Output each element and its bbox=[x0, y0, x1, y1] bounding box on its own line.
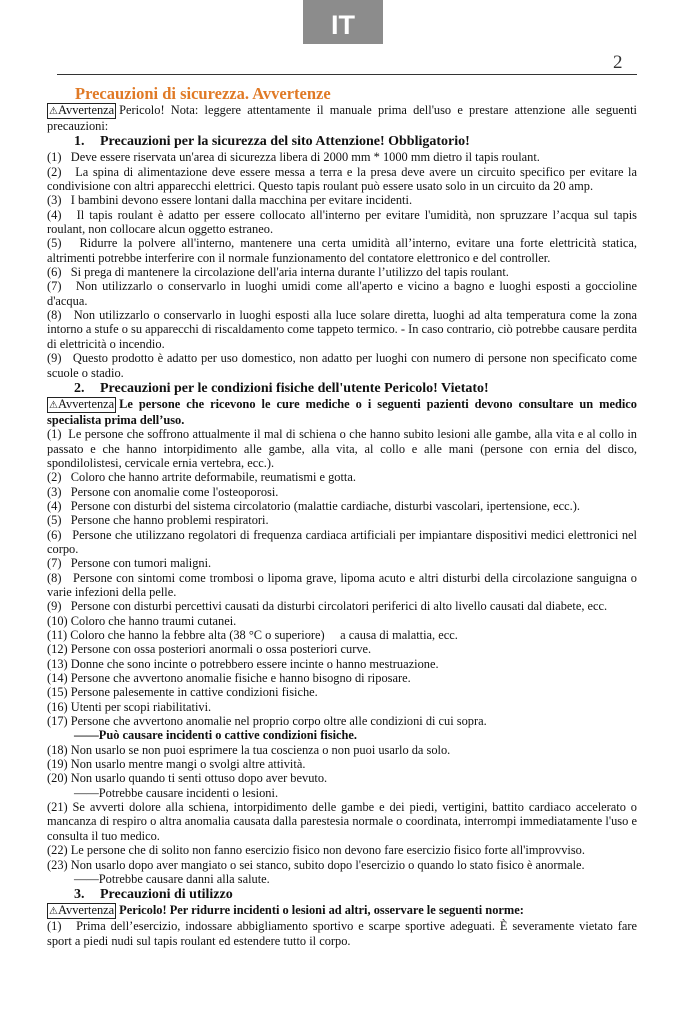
warning-box bbox=[47, 103, 116, 119]
list-item: (4) Il tapis roulant è adatto per essere collocato all'interno per evitare l'umidità, non spruzzare l’acqua sul tapis roulant, non collocare alcun oggetto estraneo. bbox=[47, 207, 637, 237]
list-item: (6) Si prega di mantenere la circolazione dell'aria interna durante l’utilizzo del tapis roulant. bbox=[47, 265, 509, 280]
list-item: (6) Persone che utilizzano regolatori di frequenza cardiaca artificiali per impiantare dispositivi medici elettronici nel corpo. bbox=[47, 527, 637, 556]
list-item: (5) Persone che hanno problemi respiratori. bbox=[47, 513, 269, 528]
warning-triangle-icon: ⚠ bbox=[49, 106, 58, 117]
header-rule bbox=[57, 74, 637, 75]
list-item: (1) Deve essere riservata un'area di sicurezza libera di 2000 mm * 1000 mm dietro il tapis roulant. bbox=[47, 150, 540, 165]
list-item: (8) Non utilizzarlo o conservarlo in luoghi esposti alla luce solare diretta, luoghi ad alta temperatura come la zona intorno a stufe o su apparecchi di riscaldamento come tappeto termico. - In caso contrario, ciò potrebbe causare perdita di elettricità o incendio. bbox=[47, 308, 637, 351]
list-item: (2) La spina di alimentazione deve essere messa a terra e la presa deve avere un circuito specifico per evitare la condivisione con altri apparecchi elettrici. Questo tapis roulant può essere usato solo in un circuito da 20 amp. bbox=[47, 164, 637, 194]
page-title: Precauzioni di sicurezza. Avvertenze bbox=[75, 84, 331, 103]
intro-text: Pericolo! Nota: leggere attentamente il manuale prima dell'uso e prestare attenzione alle seguenti precauzioni: bbox=[47, 103, 637, 133]
warning-text: Pericolo! Per ridurre incidenti o lesioni ad altri, osservare le seguenti norme: bbox=[119, 903, 524, 918]
list-item: (3) Persone con anomalie come l'osteoporosi. bbox=[47, 484, 279, 499]
intro-paragraph bbox=[47, 103, 637, 133]
warning-label: Avvertenza bbox=[57, 903, 115, 918]
section-2-warning bbox=[47, 397, 637, 427]
list-item: (9) Persone con disturbi percettivi causati da disturbi circolatori periferici di alto livello causati dal diabete, ecc. bbox=[47, 599, 608, 614]
list-item: (16) Utenti per scopi riabilitativi. bbox=[47, 699, 212, 714]
list-item: (8) Persone con sintomi come trombosi o lipoma grave, lipoma acuto e altri disturbi della circolazione sanguigna o varie infezioni della pelle. bbox=[47, 570, 637, 599]
warning-box bbox=[47, 903, 116, 919]
section-heading-text: Precauzioni per le condizioni fisiche dell'utente Pericolo! Vietato! bbox=[100, 380, 489, 396]
language-tab: IT bbox=[303, 0, 383, 44]
list-item: (15) Persone palesemente in cattive condizioni fisiche. bbox=[47, 685, 318, 700]
section-number: 3. bbox=[74, 887, 85, 903]
warning-triangle-icon: ⚠ bbox=[49, 906, 58, 918]
consequence-note: ——Potrebbe causare incidenti o lesioni. bbox=[74, 785, 279, 800]
section-heading-text: Precauzioni per la sicurezza del sito Attenzione! Obbligatorio! bbox=[100, 134, 470, 150]
list-item: (13) Donne che sono incinte o potrebbero essere incinte o hanno mestruazione. bbox=[47, 656, 439, 671]
list-item: (7) Persone con tumori maligni. bbox=[47, 556, 212, 571]
list-item: (19) Non usarlo mentre mangi o svolgi altre attività. bbox=[47, 757, 306, 772]
section-2-heading bbox=[74, 381, 637, 397]
warning-box bbox=[47, 397, 116, 413]
list-item: (9) Questo prodotto è adatto per uso domestico, non adatto per luoghi con numero di persone non specificato come scuole o stadio. bbox=[47, 351, 637, 380]
warning-label: Avvertenza bbox=[57, 103, 115, 117]
section-number: 2. bbox=[74, 380, 85, 396]
consequence-note: ——Può causare incidenti o cattive condizioni fisiche. bbox=[74, 728, 358, 743]
list-item: (21) Se avverti dolore alla schiena, intorpidimento delle gambe e dei piedi, vertigini, battito cardiaco accelerato o mancanza di respiro o altra anomalia causata dalla parestesia normale o coordinata, interrompi immediatamente l'uso e consulta il tuo medico. bbox=[47, 800, 637, 843]
list-item: (10) Coloro che hanno traumi cutanei. bbox=[47, 613, 237, 628]
warning-triangle-icon: ⚠ bbox=[49, 399, 58, 411]
list-item: (4) Persone con disturbi del sistema circolatorio (malattie cardiache, disturbi vascolari, ipertensione, ecc.). bbox=[47, 498, 580, 513]
list-item: (12) Persone con ossa posteriori anormali o ossa posteriori curve. bbox=[47, 642, 372, 657]
list-item: (17) Persone che avvertono anomalie nel proprio corpo oltre alle condizioni di cui sopra. bbox=[47, 714, 487, 729]
section-1-heading bbox=[74, 134, 637, 150]
list-item: (18) Non usarlo se non puoi esprimere la tua coscienza o non puoi usarlo da solo. bbox=[47, 742, 451, 757]
list-item: (11) Coloro che hanno la febbre alta (38 °C o superiore) a causa di malattia, ecc. bbox=[47, 628, 458, 642]
list-item: (22) Le persone che di solito non fanno esercizio fisico non devono fare esercizio fisico forte all'improvviso. bbox=[47, 843, 585, 858]
section-number: 1. bbox=[74, 134, 85, 150]
section-3-heading bbox=[74, 887, 637, 903]
list-item: (3) I bambini devono essere lontani dalla macchina per evitare incidenti. bbox=[47, 193, 413, 208]
list-item: (2) Coloro che hanno artrite deformabile, reumatismi e gotta. bbox=[47, 470, 356, 485]
consequence-note: ——Potrebbe causare danni alla salute. bbox=[74, 871, 270, 886]
list-item: (1) Le persone che soffrono attualmente il mal di schiena o che hanno subito lesioni alle gambe, alla vita e al collo in passato e che hanno intorpidimento alle gambe, alla vita, al collo e alle mani (persone con ernia del disco, spondilolistesi, cervicale ernia vertebra, ecc.). bbox=[47, 427, 637, 470]
section-3-warning bbox=[47, 903, 637, 919]
list-item: (20) Non usarlo quando ti senti ottuso dopo aver bevuto. bbox=[47, 771, 328, 786]
list-item: (23) Non usarlo dopo aver mangiato o sei stanco, subito dopo l'esercizio o quando lo stato fisico è anormale. bbox=[47, 857, 585, 872]
document-body bbox=[47, 86, 637, 948]
list-item: (7) Non utilizzarlo o conservarlo in luoghi umidi come all'aperto e vicino a bagno e luoghi esposti a goccioline d'acqua. bbox=[47, 279, 637, 308]
list-item: (5) Ridurre la polvere all'interno, mantenere una certa umidità all’interno, evitare una forte elettricità statica, altrimenti potrebbe interferire con il normale funzionamento del contatore elettronico e del controller. bbox=[47, 236, 637, 265]
warning-label: Avvertenza bbox=[57, 396, 115, 411]
warning-text: Le persone che ricevono le cure mediche o i seguenti pazienti devono consultare un medico specialista prima dell’uso. bbox=[47, 396, 637, 427]
list-item: (1) Prima dell’esercizio, indossare abbigliamento sportivo e scarpe sportive adeguati. È severamente vietato fare sport a piedi nudi sul tapis roulant ed estendere tutto il corpo. bbox=[47, 919, 637, 948]
list-item: (14) Persone che avvertono anomalie fisiche e hanno bisogno di riposare. bbox=[47, 671, 411, 686]
section-heading-text: Precauzioni di utilizzo bbox=[100, 887, 233, 903]
page-number: 2 bbox=[613, 52, 623, 73]
